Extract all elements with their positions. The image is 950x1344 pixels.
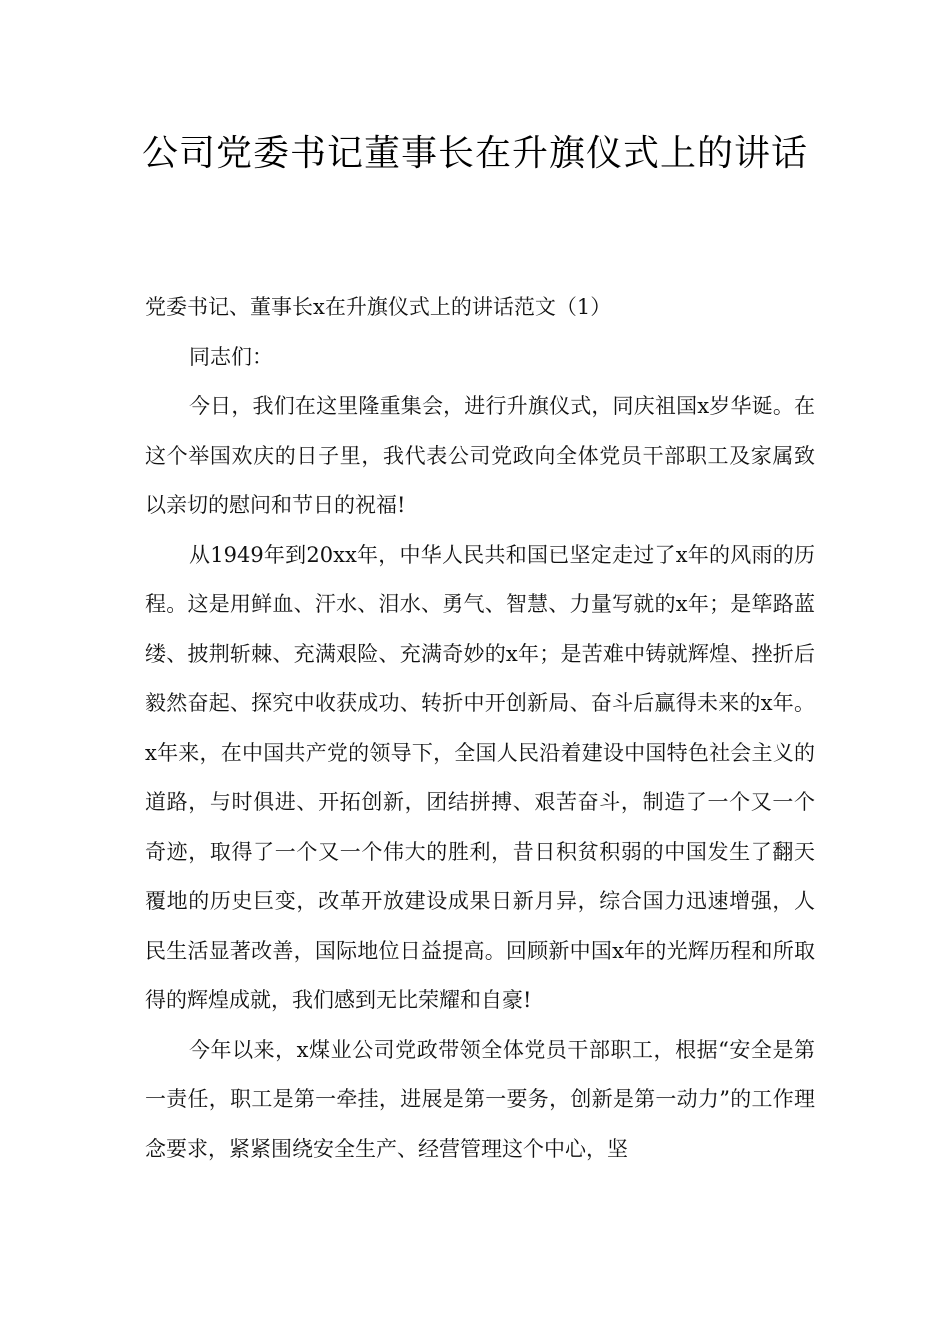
salutation: 同志们： bbox=[189, 344, 273, 369]
paragraph-3: 今年以来，x煤业公司党政带领全体党员干部职工，根据“安全是第一责任，职工是第一牵挂，进展是第一要务，创新是第一动力”的工作理念要求，紧紧围绕安全生产、经营管理这个中心，坚 bbox=[145, 1037, 815, 1161]
document-body bbox=[145, 283, 815, 1174]
document-title: 公司党委书记董事长在升旗仪式上的讲话 bbox=[141, 133, 808, 174]
paragraph-1: 今日，我们在这里隆重集会，进行升旗仪式，同庆祖国x岁华诞。在这个举国欢庆的日子里，我代表公司党政向全体党员干部职工及家属致以亲切的慰问和节日的祝福! bbox=[145, 394, 815, 517]
paragraph-2: 从1949年到20xx年，中华人民共和国已坚定走过了x年的风雨的历程。这是用鲜血、汗水、泪水、勇气、智慧、力量写就的x年；是筚路蓝缕、披荆斩棘、充满艰险、充满奇妙的x年；是苦难中铸就辉煌、挫折后毅然奋起、探究中收获成功、转折中开创新局、奋斗后赢得未来的x年。x年来，在中国共产党的领导下，全国人民沿着建设中国特色社会主义的道路，与时俱进、开拓创新，团结拼搏、艰苦奋斗，制造了一个又一个奇迹，取得了一个又一个伟大的胜利，昔日积贫积弱的中国发生了翻天覆地的历史巨变，改革开放建设成果日新月异，综合国力迅速增强，人民生活显著改善，国际地位日益提高。回顾新中国x年的光辉历程和所取得的辉煌成就，我们感到无比荣耀和自豪! bbox=[145, 542, 815, 1012]
document-subtitle: 党委书记、董事长x在升旗仪式上的讲话范文（1） bbox=[145, 295, 612, 319]
